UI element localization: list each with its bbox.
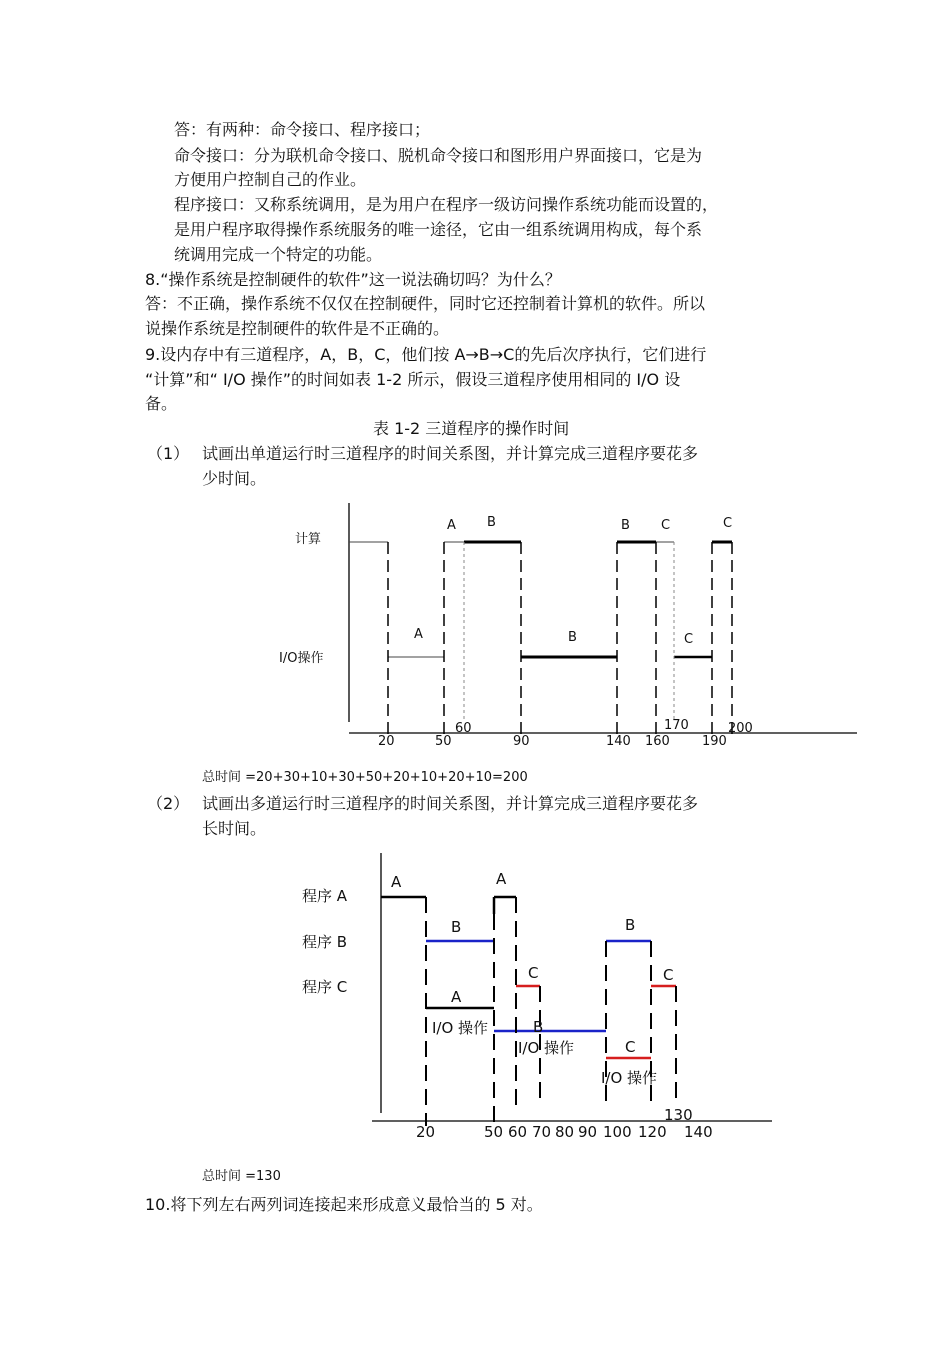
tick-130: 130: [664, 1106, 693, 1124]
tick-100: 100: [603, 1123, 632, 1141]
tick-200: 200: [728, 721, 753, 736]
label-C-io: C: [684, 632, 694, 647]
question-9-line-3: 备。: [145, 394, 178, 413]
label-B-compute-2: B: [621, 518, 630, 533]
total-time-2: 总时间 =130: [202, 1169, 281, 1184]
tick-70: 70: [532, 1123, 552, 1141]
tick-80: 80: [555, 1123, 575, 1141]
label-C-compute-2: C: [663, 966, 674, 984]
subquestion-2-number: （2）: [147, 794, 190, 813]
tick-20: 20: [378, 734, 395, 749]
subquestion-1-line-2: 少时间。: [202, 469, 267, 488]
label-A-io: A: [414, 627, 423, 642]
answer-line-3: 方便用户控制自己的作业。: [174, 170, 367, 189]
question-8: 8.“操作系统是控制硬件的软件”这一说法确切吗？为什么？: [145, 270, 561, 289]
answer-line-5: 是用户程序取得操作系统服务的唯一途径，它由一组系统调用构成，每个系: [174, 220, 703, 239]
question-9-line-2: “计算”和“ I/O 操作”的时间如表 1-2 所示，假设三道程序使用相同的 I/O 设: [145, 370, 681, 389]
answer-8-line-1: 答：不正确，操作系统不仅仅在控制硬件，同时它还控制着计算机的软件。所以: [145, 294, 706, 313]
row-label-program-a: 程序 A: [302, 887, 348, 905]
row-label-io: I/O操作: [279, 651, 324, 666]
answer-line-1: 答：有两种：命令接口、程序接口；: [174, 120, 431, 139]
io-label-A: I/O 操作: [432, 1019, 489, 1037]
answer-line-2: 命令接口：分为联机命令接口、脱机命令接口和图形用户界面接口，它是为: [174, 146, 703, 165]
label-B-compute-1: B: [451, 918, 462, 936]
table-caption: 表 1-2 三道程序的操作时间: [373, 419, 570, 438]
tick-90: 90: [513, 734, 530, 749]
tick-20: 20: [416, 1123, 436, 1141]
tick-120: 120: [638, 1123, 667, 1141]
answer-line-4: 程序接口：又称系统调用，是为用户在程序一级访问操作系统功能而设置的，: [174, 195, 719, 214]
tick-60: 60: [455, 721, 472, 736]
answer-8-line-2: 说操作系统是控制硬件的软件是不正确的。: [145, 319, 450, 338]
io-label-B: I/O 操作: [518, 1039, 575, 1057]
label-C-compute-2: C: [723, 516, 733, 531]
label-A-compute-2: A: [496, 870, 507, 888]
subquestion-1-line-1: 试画出单道运行时三道程序的时间关系图，并计算完成三道程序要花多: [202, 444, 699, 463]
label-C-compute: C: [661, 518, 671, 533]
tick-60: 60: [508, 1123, 528, 1141]
total-time-1: 总时间 =20+30+10+30+50+20+10+20+10=200: [202, 770, 528, 785]
tick-50: 50: [484, 1123, 504, 1141]
subquestion-2-line-2: 长时间。: [202, 819, 267, 838]
tick-170: 170: [664, 718, 689, 733]
question-10: 10.将下列左右两列词连接起来形成意义最恰当的 5 对。: [145, 1195, 543, 1214]
subquestion-2-line-1: 试画出多道运行时三道程序的时间关系图，并计算完成三道程序要花多: [202, 794, 699, 813]
label-C-io: C: [625, 1038, 636, 1056]
label-A-io: A: [451, 988, 462, 1006]
label-B-compute: B: [487, 515, 496, 530]
label-C-compute-1: C: [528, 964, 539, 982]
question-9-line-1: 9.设内存中有三道程序，A，B，C，他们按 A→B→C的先后次序执行，它们进行: [145, 345, 707, 364]
io-label-C: I/O 操作: [601, 1069, 658, 1087]
row-label-compute: 计算: [295, 532, 322, 547]
row-label-program-c: 程序 C: [302, 978, 348, 996]
label-B-io: B: [568, 630, 577, 645]
subquestion-1-number: （1）: [147, 444, 190, 463]
tick-50: 50: [435, 734, 452, 749]
label-A-compute-1: A: [391, 873, 402, 891]
tick-140: 140: [606, 734, 631, 749]
label-B-io: B: [533, 1018, 544, 1036]
label-B-compute-2: B: [625, 916, 636, 934]
tick-160: 160: [645, 734, 670, 749]
tick-140: 140: [684, 1123, 713, 1141]
tick-90: 90: [578, 1123, 598, 1141]
label-A-compute: A: [447, 518, 456, 533]
row-label-program-b: 程序 B: [302, 933, 348, 951]
answer-line-6: 统调用完成一个特定的功能。: [174, 245, 383, 264]
tick-190: 190: [702, 734, 727, 749]
